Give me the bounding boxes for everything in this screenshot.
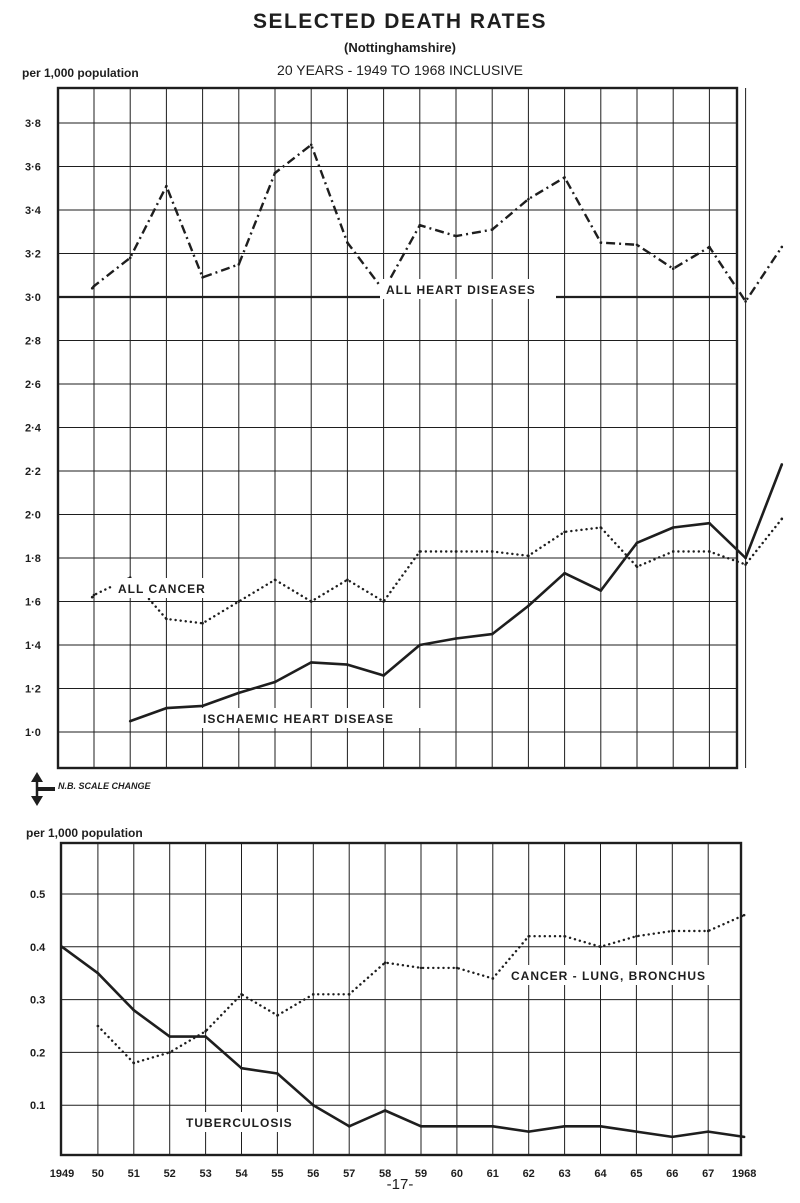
top-point-all-cancer	[201, 622, 204, 625]
bottom-chart-grid	[61, 843, 741, 1155]
bottom-point-cancer-lung-bronchus	[635, 935, 638, 938]
bottom-point-tuberculosis	[240, 1067, 243, 1070]
bottom-point-tuberculosis	[204, 1035, 207, 1038]
top-point-ischaemic-heart-disease	[419, 644, 422, 647]
top-point-ischaemic-heart-disease	[781, 463, 784, 466]
top-point-all-cancer	[563, 531, 566, 534]
top-point-all-heart-diseases	[310, 143, 313, 146]
top-point-all-cancer	[274, 578, 277, 581]
top-point-ischaemic-heart-disease	[600, 589, 603, 592]
top-point-all-heart-diseases	[129, 257, 132, 260]
bottom-point-tuberculosis	[707, 1130, 710, 1133]
bottom-point-cancer-lung-bronchus	[420, 967, 423, 970]
bottom-point-cancer-lung-bronchus	[133, 1062, 136, 1065]
top-chart-series	[91, 143, 783, 722]
bottom-point-tuberculosis	[635, 1130, 638, 1133]
top-point-ischaemic-heart-disease	[455, 637, 458, 640]
top-point-all-cancer	[310, 600, 313, 603]
top-point-all-heart-diseases	[708, 246, 711, 249]
top-point-ischaemic-heart-disease	[491, 633, 494, 636]
bottom-point-cancer-lung-bronchus	[168, 1051, 171, 1054]
bottom-chart-y-ticks	[30, 889, 46, 1112]
x-tick-label: 66	[666, 1168, 679, 1180]
top-series-all-cancer	[92, 519, 782, 623]
top-point-all-heart-diseases	[274, 172, 277, 175]
page-number: -17-	[386, 1176, 414, 1193]
bottom-point-cancer-lung-bronchus	[384, 961, 387, 964]
top-y-tick-label: 3·8	[25, 118, 41, 130]
top-point-all-heart-diseases	[93, 285, 96, 288]
x-tick-label: 61	[486, 1168, 499, 1180]
top-y-tick-label: 2·2	[25, 466, 41, 478]
top-point-ischaemic-heart-disease	[672, 526, 675, 529]
bottom-chart-x-ticks	[50, 1168, 757, 1180]
x-tick-label: 62	[522, 1168, 535, 1180]
top-chart-y-ticks	[25, 118, 42, 739]
top-y-tick-label: 3·4	[25, 205, 41, 217]
bottom-point-cancer-lung-bronchus	[599, 946, 602, 949]
bottom-point-tuberculosis	[276, 1072, 279, 1075]
top-point-ischaemic-heart-disease	[274, 681, 277, 684]
bottom-point-tuberculosis	[133, 1009, 136, 1012]
chart-subtitle: (Nottinghamshire)	[344, 40, 456, 55]
bottom-point-cancer-lung-bronchus	[671, 930, 674, 933]
top-y-tick-label: 2·0	[25, 509, 41, 522]
top-chart-grid	[58, 88, 746, 768]
top-point-ischaemic-heart-disease	[346, 663, 349, 666]
top-y-tick-label: 3·0	[25, 292, 41, 304]
bottom-point-tuberculosis	[348, 1125, 351, 1128]
bottom-y-tick-label: 0.3	[30, 994, 46, 1007]
top-point-ischaemic-heart-disease	[708, 522, 711, 525]
top-point-ischaemic-heart-disease	[636, 541, 639, 544]
top-point-all-heart-diseases	[165, 185, 168, 188]
top-point-all-cancer	[708, 550, 711, 553]
top-y-tick-label: 1·8	[25, 553, 41, 565]
label-tuberculosis: TUBERCULOSIS	[186, 1116, 293, 1130]
top-point-all-cancer	[165, 618, 168, 621]
x-tick-label: 52	[163, 1168, 176, 1180]
top-point-all-heart-diseases	[744, 300, 747, 303]
bottom-point-cancer-lung-bronchus	[276, 1014, 279, 1017]
label-cancer-lung-bronchus: CANCER - LUNG, BRONCHUS	[511, 969, 706, 983]
top-point-ischaemic-heart-disease	[129, 720, 132, 723]
top-point-all-heart-diseases	[636, 244, 639, 247]
top-point-ischaemic-heart-disease	[563, 572, 566, 575]
bottom-point-cancer-lung-bronchus	[240, 993, 243, 996]
top-y-tick-label: 2·8	[25, 335, 41, 348]
top-point-all-heart-diseases	[563, 176, 566, 179]
bottom-point-tuberculosis	[168, 1035, 171, 1038]
x-tick-label: 1949	[49, 1168, 75, 1180]
bottom-point-cancer-lung-bronchus	[492, 977, 495, 980]
top-point-all-heart-diseases	[781, 246, 784, 249]
bottom-point-tuberculosis	[743, 1136, 746, 1139]
top-point-all-cancer	[636, 565, 639, 568]
top-point-all-heart-diseases	[201, 276, 204, 279]
top-y-tick-label: 1·0	[25, 727, 41, 739]
bottom-point-tuberculosis	[420, 1125, 423, 1128]
top-point-all-heart-diseases	[527, 198, 530, 201]
x-tick-label: 51	[127, 1168, 140, 1180]
bottom-point-cancer-lung-bronchus	[348, 993, 351, 996]
bottom-point-cancer-lung-bronchus	[456, 967, 459, 970]
top-y-tick-label: 3·2	[25, 248, 41, 261]
top-point-ischaemic-heart-disease	[310, 661, 313, 664]
bottom-chart-unit-label: per 1,000 population	[26, 826, 143, 840]
top-point-all-cancer	[491, 550, 494, 553]
bottom-point-tuberculosis	[384, 1109, 387, 1112]
label-ischaemic-heart-disease: ISCHAEMIC HEART DISEASE	[203, 712, 395, 726]
top-y-tick-label: 1·2	[25, 683, 41, 696]
top-y-tick-label: 1·6	[25, 596, 41, 609]
top-point-all-heart-diseases	[91, 287, 94, 290]
top-y-tick-label: 3·6	[25, 161, 41, 174]
bottom-chart-series	[61, 914, 746, 1138]
bottom-point-cancer-lung-bronchus	[204, 1030, 207, 1033]
x-tick-label: 59	[414, 1168, 428, 1180]
bottom-point-tuberculosis	[312, 1104, 315, 1107]
top-point-ischaemic-heart-disease	[382, 674, 385, 677]
x-tick-label: 58	[378, 1168, 392, 1180]
top-point-all-cancer	[527, 555, 530, 558]
bottom-y-tick-label: 0.4	[30, 941, 46, 954]
bottom-point-cancer-lung-bronchus	[707, 930, 710, 933]
x-tick-label: 55	[271, 1168, 284, 1180]
top-point-all-cancer	[382, 600, 385, 603]
x-tick-label: 67	[702, 1168, 715, 1180]
top-point-all-heart-diseases	[238, 263, 241, 266]
x-tick-label: 60	[450, 1168, 464, 1180]
top-point-all-cancer	[419, 550, 422, 553]
top-point-ischaemic-heart-disease	[201, 705, 204, 708]
top-point-ischaemic-heart-disease	[744, 557, 747, 560]
label-all-cancer: ALL CANCER	[118, 582, 206, 596]
top-point-all-cancer	[781, 518, 784, 521]
chart-period: 20 YEARS - 1949 TO 1968 INCLUSIVE	[277, 62, 523, 78]
top-point-all-cancer	[744, 563, 747, 566]
scale-change-note: N.B. SCALE CHANGE	[58, 781, 151, 791]
top-point-all-heart-diseases	[346, 241, 349, 244]
top-point-all-cancer	[238, 600, 241, 603]
x-tick-label: 1968	[731, 1168, 757, 1180]
x-tick-label: 57	[343, 1168, 356, 1180]
label-all-heart-diseases: ALL HEART DISEASES	[386, 283, 536, 297]
top-point-all-cancer	[91, 596, 94, 599]
top-point-ischaemic-heart-disease	[527, 605, 530, 608]
chart-title: SELECTED DEATH RATES	[252, 10, 548, 33]
bottom-point-cancer-lung-bronchus	[97, 1025, 100, 1028]
bottom-y-tick-label: 0.1	[30, 1100, 46, 1113]
x-tick-label: 53	[199, 1168, 212, 1180]
bottom-y-tick-label: 0.2	[30, 1047, 46, 1060]
bottom-point-tuberculosis	[671, 1136, 674, 1139]
bottom-point-cancer-lung-bronchus	[563, 935, 566, 938]
top-series-all-heart-diseases	[92, 145, 782, 302]
top-point-all-heart-diseases	[600, 241, 603, 244]
top-y-tick-label: 2·4	[25, 422, 41, 435]
bottom-point-tuberculosis	[599, 1125, 602, 1128]
x-tick-label: 56	[307, 1168, 320, 1180]
bottom-y-tick-label: 0.5	[30, 889, 46, 901]
top-point-ischaemic-heart-disease	[165, 707, 168, 710]
top-point-ischaemic-heart-disease	[238, 692, 241, 695]
bottom-point-cancer-lung-bronchus	[527, 935, 530, 938]
x-tick-label: 63	[558, 1168, 571, 1180]
top-point-all-cancer	[672, 550, 675, 553]
top-point-all-cancer	[93, 594, 96, 597]
top-point-all-heart-diseases	[491, 228, 494, 231]
top-y-tick-label: 1·4	[25, 640, 41, 652]
bottom-point-cancer-lung-bronchus	[743, 914, 746, 917]
bottom-chart-frame	[61, 843, 741, 1155]
bottom-point-cancer-lung-bronchus	[312, 993, 315, 996]
top-point-all-heart-diseases	[672, 267, 675, 270]
top-y-tick-label: 2·6	[25, 379, 41, 391]
x-tick-label: 65	[630, 1168, 643, 1180]
bottom-point-tuberculosis	[61, 946, 64, 949]
bottom-point-tuberculosis	[97, 972, 100, 975]
x-tick-label: 64	[594, 1168, 607, 1180]
x-tick-label: 54	[235, 1168, 248, 1180]
scale-change-arrow-icon	[31, 772, 55, 806]
bottom-point-tuberculosis	[492, 1125, 495, 1128]
top-point-all-heart-diseases	[419, 224, 422, 227]
bottom-point-tuberculosis	[527, 1130, 530, 1133]
bottom-point-tuberculosis	[456, 1125, 459, 1128]
bottom-point-tuberculosis	[563, 1125, 566, 1128]
top-point-all-cancer	[600, 526, 603, 529]
top-point-all-cancer	[346, 578, 349, 581]
top-chart-unit-label: per 1,000 population	[22, 66, 139, 80]
top-point-all-heart-diseases	[455, 235, 458, 238]
top-point-all-cancer	[455, 550, 458, 553]
x-tick-label: 50	[91, 1168, 105, 1180]
